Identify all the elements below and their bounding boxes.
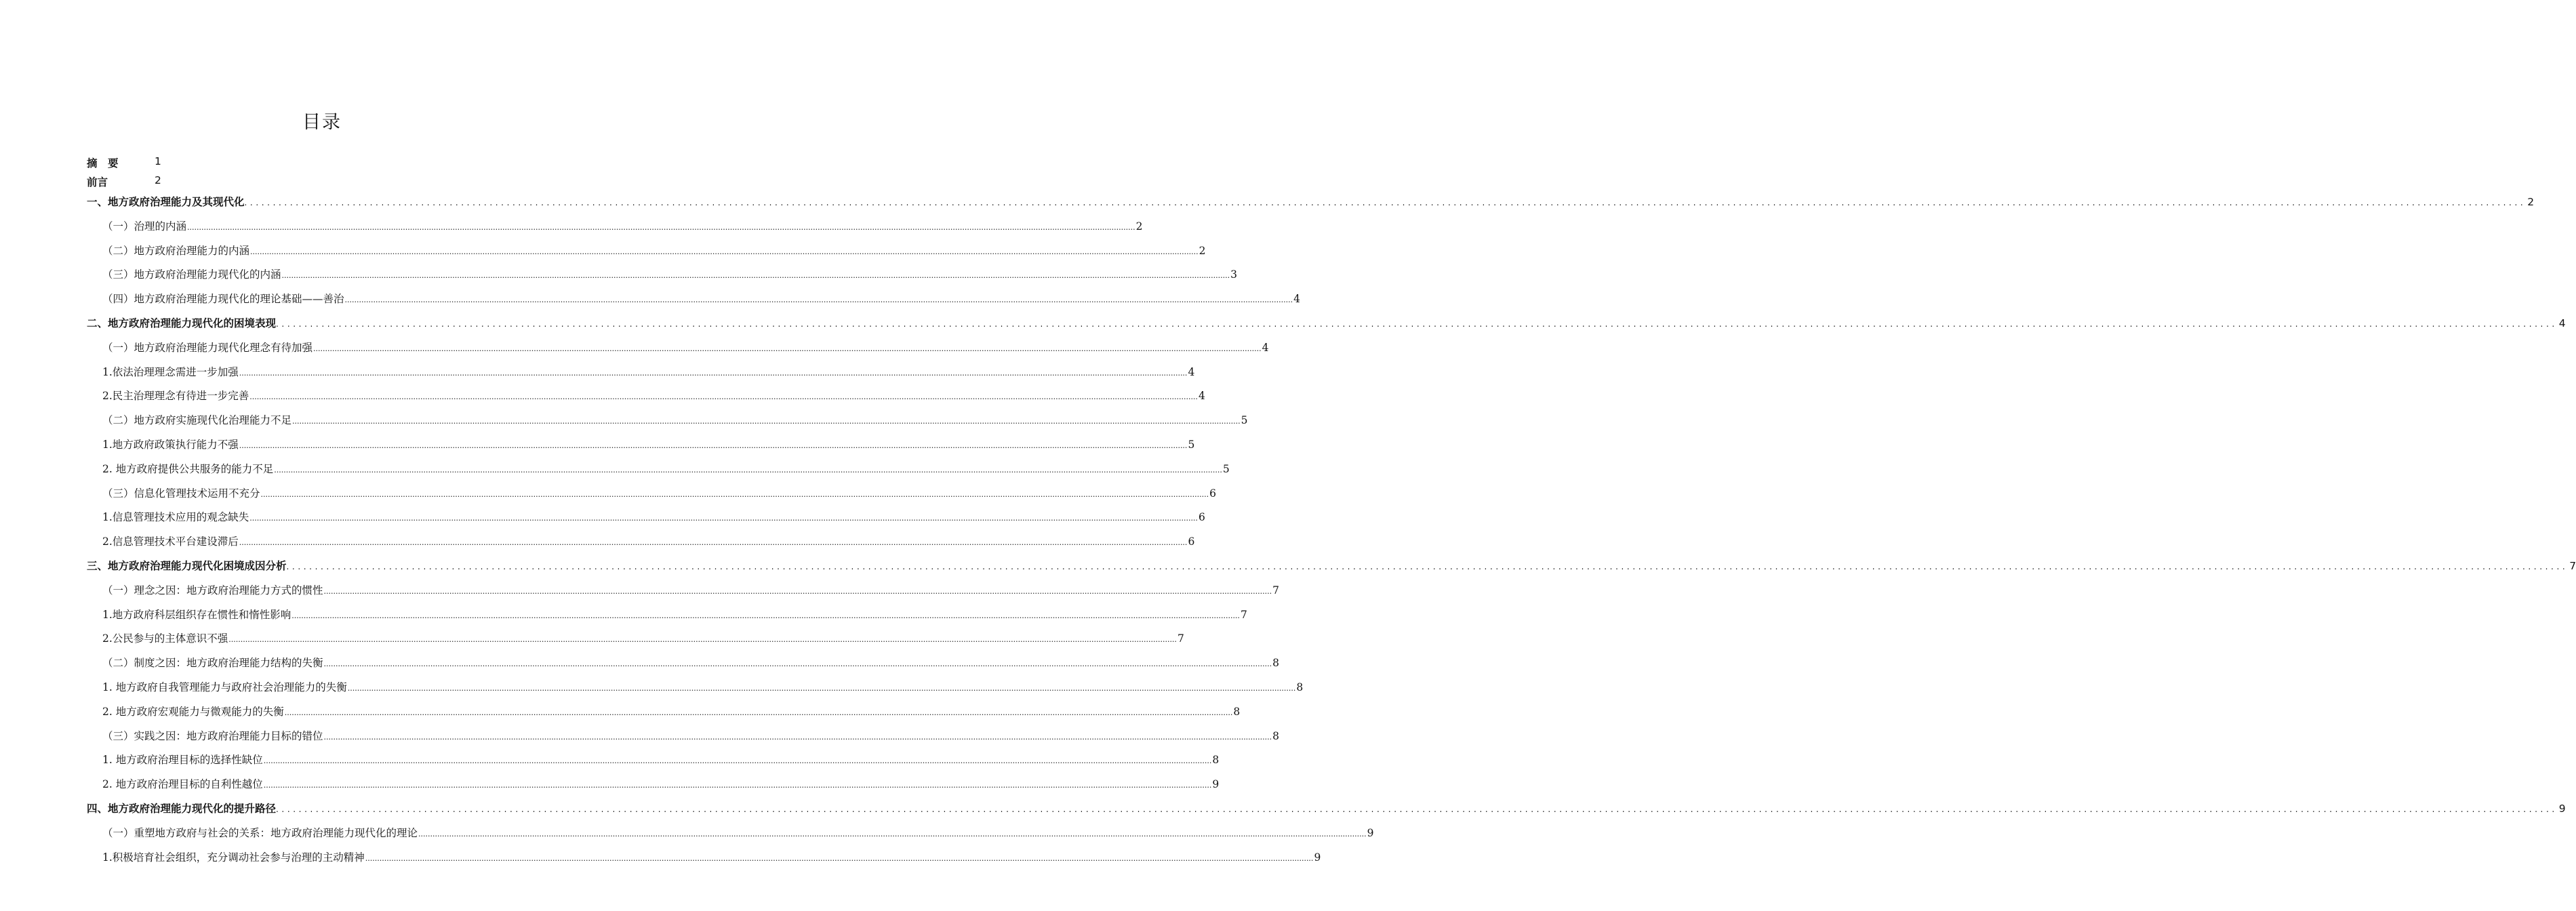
toc-entry-label: （二）地方政府治理能力的内涵 — [102, 244, 250, 257]
toc-subsection-entry[interactable] — [102, 388, 1205, 403]
toc-entry-label: 2.信息管理技术平台建设滞后 — [102, 535, 239, 548]
toc-dot-leader: ................................................................................................................................................................................................................................................................................................................................................................................................................ — [244, 198, 2527, 207]
toc-entry-label: （一）治理的内涵 — [102, 220, 187, 232]
toc-subsection-entry[interactable] — [102, 704, 1241, 718]
toc-subsection-entry[interactable] — [102, 630, 1184, 645]
toc-entry-label: 前言 — [87, 176, 108, 188]
toc-entry-label: 2.民主治理理念有待进一步完善 — [102, 390, 249, 403]
toc-entry-label: 1. 地方政府自我管理能力与政府社会治理能力的失衡 — [102, 681, 347, 693]
toc-dot-leader: ................................................................................................................................................................................................................................................................................................................................................................................................................ — [260, 489, 1209, 499]
toc-subsection-entry[interactable] — [102, 533, 1195, 548]
toc-front-abstract[interactable] — [87, 155, 161, 170]
toc-entry-label: （三）实践之因：地方政府治理能力目标的错位 — [102, 729, 323, 742]
toc-dot-leader: ................................................................................................................................................................................................................................................................................................................................................................................................................ — [323, 732, 1272, 742]
toc-entry-page: 4 — [1188, 365, 1195, 378]
toc-entry-label: （一）地方政府治理能力现代化理念有待加强 — [102, 341, 313, 354]
toc-dot-leader: ................................................................................................................................................................................................................................................................................................................................................................................................................ — [313, 344, 1262, 353]
toc-subsection-entry[interactable] — [102, 728, 1280, 743]
toc-entry-page: 7 — [1240, 608, 1247, 621]
toc-subsection-entry[interactable] — [102, 461, 1230, 476]
toc-entry-page: 5 — [1188, 439, 1195, 451]
toc-dot-leader: ................................................................................................................................................................................................................................................................................................................................................................................................................ — [347, 684, 1296, 693]
toc-entry-page: 7 — [1177, 632, 1184, 645]
toc-subsection-entry[interactable] — [102, 412, 1248, 427]
toc-subsection-entry[interactable] — [102, 849, 1321, 864]
toc-entry-page: 9 — [1367, 826, 1374, 839]
toc-entry-label: （三）地方政府治理能力现代化的内涵 — [102, 268, 281, 281]
toc-entry-page: 4 — [1262, 341, 1269, 354]
toc-dot-leader: ................................................................................................................................................................................................................................................................................................................................................................................................................ — [239, 441, 1188, 450]
toc-dot-leader: ................................................................................................................................................................................................................................................................................................................................................................................................................ — [292, 417, 1241, 426]
toc-entry-page: 8 — [1233, 705, 1241, 718]
toc-dot-leader: ................................................................................................................................................................................................................................................................................................................................................................................................................ — [228, 635, 1177, 645]
toc-entry-label: 一、地方政府治理能力及其现代化 — [87, 196, 245, 208]
toc-entry-label: 摘 要 — [87, 157, 119, 169]
toc-entry-label: 2. 地方政府提供公共服务的能力不足 — [102, 462, 274, 475]
toc-entry-page: 4 — [1198, 390, 1205, 403]
toc-dot-leader: ................................................................................................................................................................................................................................................................................................................................................................................................................ — [291, 611, 1240, 620]
toc-entry-label: 2.公民参与的主体意识不强 — [102, 632, 228, 645]
toc-dot-leader: ................................................................................................................................................................................................................................................................................................................................................................................................................ — [239, 368, 1188, 378]
toc-dot-leader: ................................................................................................................................................................................................................................................................................................................................................................................................................ — [284, 708, 1233, 717]
toc-entry-label: 2. 地方政府治理目标的自利性越位 — [102, 778, 263, 791]
toc-entry-label: （二）制度之因：地方政府治理能力结构的失衡 — [102, 657, 323, 670]
toc-dot-leader: ................................................................................................................................................................................................................................................................................................................................................................................................................ — [249, 514, 1198, 523]
toc-entry-page: 9 — [2558, 803, 2566, 815]
toc-entry-label: 1. 地方政府治理目标的选择性缺位 — [102, 754, 263, 767]
toc-dot-leader: ................................................................................................................................................................................................................................................................................................................................................................................................................ — [323, 660, 1272, 669]
toc-dot-leader: ................................................................................................................................................................................................................................................................................................................................................................................................................ — [344, 296, 1293, 305]
toc-subsection-entry[interactable] — [102, 437, 1195, 451]
toc-subsection-entry[interactable] — [102, 655, 1280, 670]
toc-entry-page: 7 — [2569, 560, 2576, 572]
toc-dot-leader: ................................................................................................................................................................................................................................................................................................................................................................................................................ — [276, 805, 2558, 814]
toc-entry-page: 8 — [1212, 754, 1220, 767]
toc-dot-leader: ................................................................................................................................................................................................................................................................................................................................................................................................................ — [274, 465, 1222, 474]
toc-entry-label: 1.信息管理技术应用的观念缺失 — [102, 511, 249, 524]
toc-dot-leader: ................................................................................................................................................................................................................................................................................................................................................................................................................ — [239, 538, 1188, 548]
toc-entry-page: 2 — [1135, 220, 1143, 232]
toc-entry-label: 1.地方政府科层组织存在惯性和惰性影响 — [102, 608, 291, 621]
toc-dot-leader: ................................................................................................................................................................................................................................................................................................................................................................................................................ — [187, 222, 1135, 232]
toc-entry-page: 5 — [1222, 462, 1230, 475]
toc-entry-label: 2. 地方政府宏观能力与微观能力的失衡 — [102, 705, 284, 718]
toc-entry-label: 1.依法治理理念需进一步加强 — [102, 365, 239, 378]
toc-subsection-entry[interactable] — [102, 243, 1206, 258]
toc-dot-leader: ................................................................................................................................................................................................................................................................................................................................................................................................................ — [365, 853, 1314, 863]
toc-entry-page: 2 — [155, 174, 161, 186]
toc-entry-page: 8 — [1272, 657, 1280, 670]
toc-entry-label: 1.积极培育社会组织，充分调动社会参与治理的主动精神 — [102, 851, 365, 864]
toc-subsection-entry[interactable] — [102, 340, 1269, 355]
toc-entry-page: 2 — [2527, 196, 2535, 208]
toc-dot-leader: ................................................................................................................................................................................................................................................................................................................................................................................................................ — [263, 781, 1212, 790]
toc-entry-page: 7 — [1272, 584, 1280, 596]
toc-section-entry[interactable] — [87, 315, 2566, 330]
toc-entry-page: 6 — [1188, 535, 1195, 548]
toc-subsection-entry[interactable] — [102, 266, 1238, 281]
toc-entry-label: 四、地方政府治理能力现代化的提升路径 — [87, 803, 277, 815]
toc-dot-leader: ................................................................................................................................................................................................................................................................................................................................................................................................................ — [418, 829, 1367, 838]
toc-subsection-entry[interactable] — [102, 582, 1280, 597]
toc-entry-label: （三）信息化管理技术运用不充分 — [102, 487, 260, 500]
toc-entry-page: 9 — [1314, 851, 1321, 864]
toc-entry-label: 二、地方政府治理能力现代化的困境表现 — [87, 317, 277, 329]
toc-entry-label: （二）地方政府实施现代化治理能力不足 — [102, 414, 292, 427]
toc-entry-page: 2 — [1199, 244, 1206, 257]
toc-section-entry[interactable] — [87, 558, 2576, 573]
toc-section-entry[interactable] — [87, 801, 2566, 815]
toc-section-entry[interactable] — [87, 194, 2535, 209]
toc-dot-leader: ................................................................................................................................................................................................................................................................................................................................................................................................................ — [250, 247, 1199, 256]
toc-entry-page: 5 — [1241, 414, 1248, 427]
toc-front-preface[interactable] — [87, 174, 161, 189]
toc-entry-label: 1.地方政府政策执行能力不强 — [102, 439, 239, 451]
toc-entry-page: 8 — [1272, 729, 1280, 742]
toc-subsection-entry[interactable] — [102, 218, 1143, 233]
toc-entry-page: 4 — [2558, 317, 2566, 329]
toc-entry-page: 4 — [1293, 293, 1301, 306]
toc-entry-page: 3 — [1230, 268, 1238, 281]
toc-entry-page: 6 — [1209, 487, 1217, 500]
toc-subsection-entry[interactable] — [102, 607, 1247, 622]
toc-subsection-entry[interactable] — [102, 364, 1195, 379]
toc-dot-leader: ................................................................................................................................................................................................................................................................................................................................................................................................................ — [286, 562, 2569, 571]
toc-dot-leader: ................................................................................................................................................................................................................................................................................................................................................................................................................ — [263, 756, 1212, 766]
toc-dot-leader: ................................................................................................................................................................................................................................................................................................................................................................................................................ — [249, 392, 1198, 402]
toc-subsection-entry[interactable] — [102, 679, 1304, 694]
toc-dot-leader: ................................................................................................................................................................................................................................................................................................................................................................................................................ — [276, 319, 2558, 329]
page-title: 目录 — [302, 112, 342, 133]
toc-entry-page: 8 — [1296, 681, 1304, 693]
toc-subsection-entry[interactable] — [102, 485, 1217, 500]
toc-entry-label: （一）重塑地方政府与社会的关系：地方政府治理能力现代化的理论 — [102, 826, 418, 839]
toc-subsection-entry[interactable] — [102, 776, 1220, 791]
toc-entry-label: 三、地方政府治理能力现代化困境成因分析 — [87, 560, 287, 572]
toc-subsection-entry[interactable] — [102, 825, 1374, 840]
toc-subsection-entry[interactable] — [102, 509, 1205, 524]
toc-entry-page: 9 — [1212, 778, 1220, 791]
toc-subsection-entry[interactable] — [102, 291, 1301, 306]
toc-entry-page: 6 — [1198, 511, 1205, 524]
toc-entry-label: （四）地方政府治理能力现代化的理论基础——善治 — [102, 293, 344, 306]
toc-subsection-entry[interactable] — [102, 752, 1220, 767]
toc-entry-page: 1 — [155, 155, 161, 167]
toc-dot-leader: ................................................................................................................................................................................................................................................................................................................................................................................................................ — [281, 271, 1230, 281]
toc-entry-label: （一）理念之因：地方政府治理能力方式的惯性 — [102, 584, 323, 596]
toc-dot-leader: ................................................................................................................................................................................................................................................................................................................................................................................................................ — [323, 586, 1272, 596]
